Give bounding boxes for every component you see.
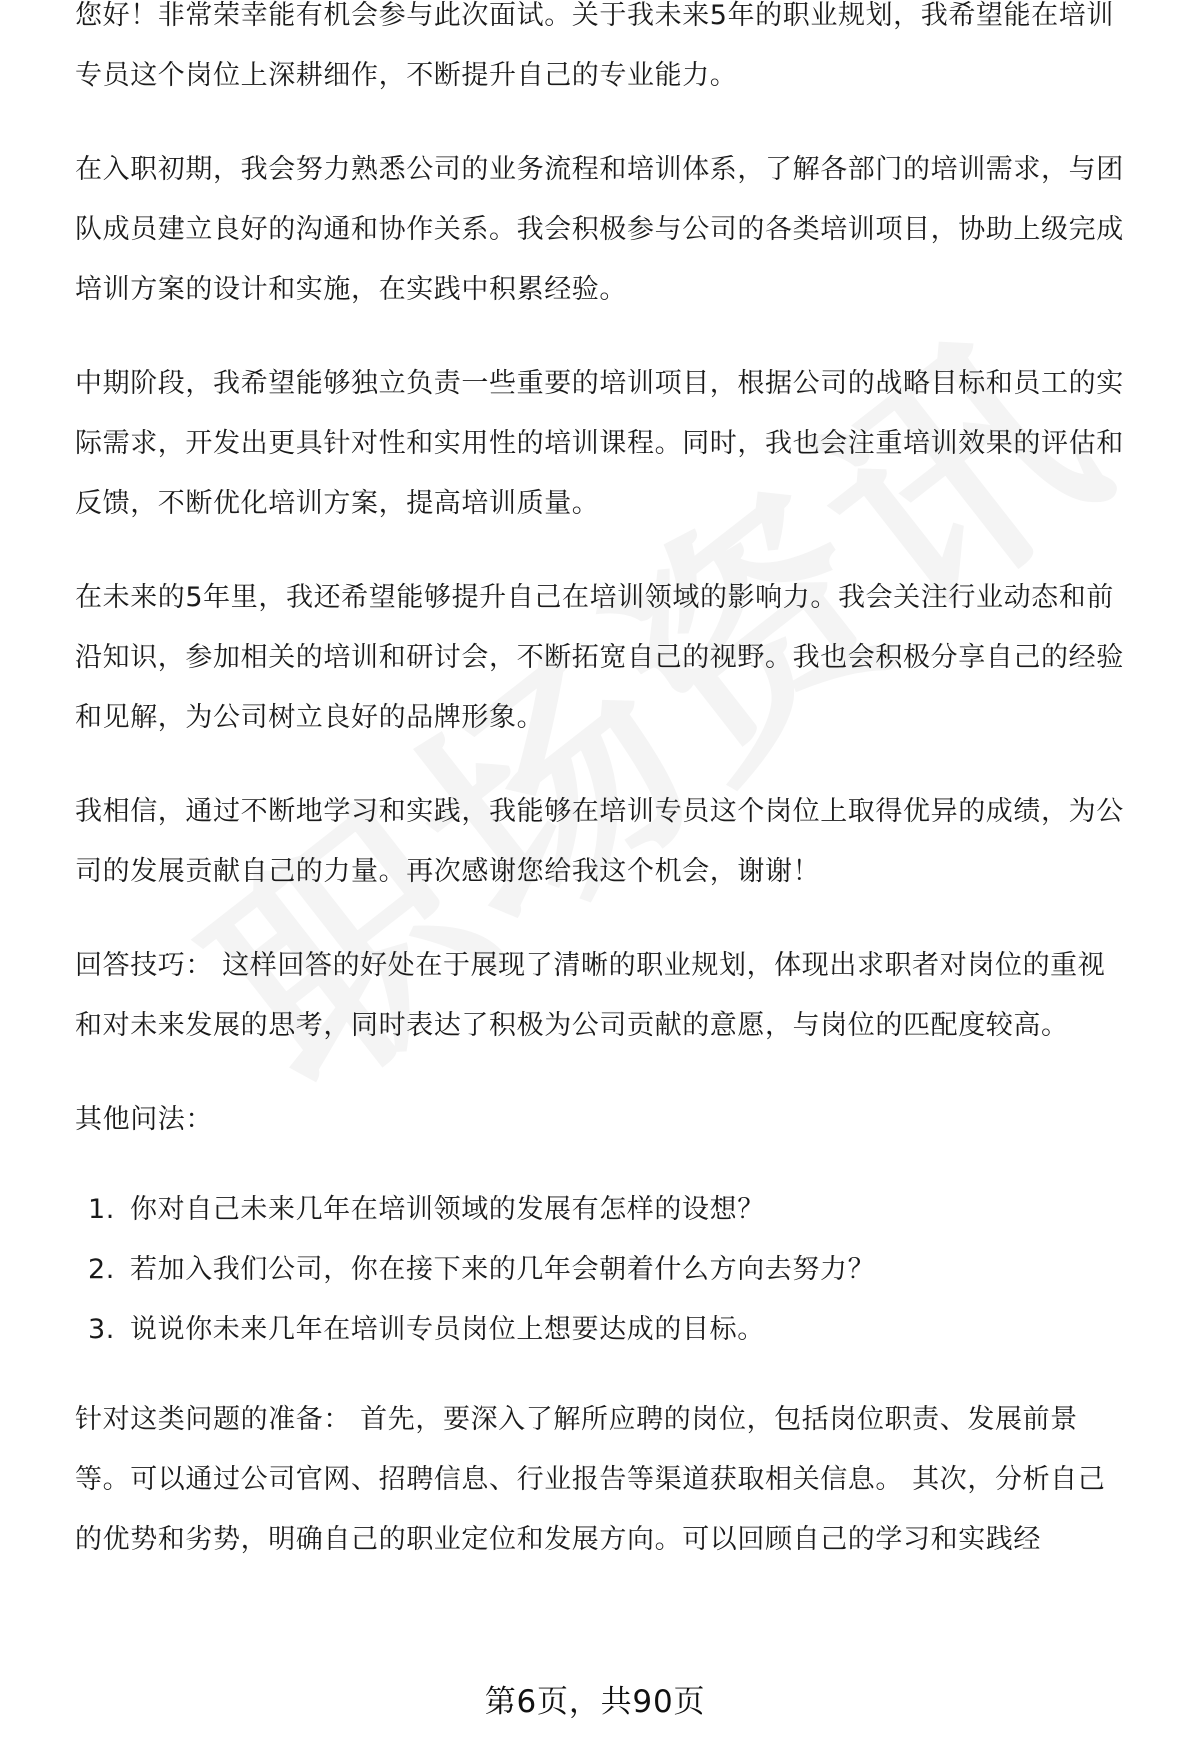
paragraph-other-questions-heading: 其他问法： [75, 1104, 213, 1135]
list-item-number: 2. [88, 1254, 115, 1285]
paragraph-early-stage: 在入职初期，我会努力熟悉公司的业务流程和培训体系，了解各部门的培训需求，与团队成员建立良好的沟通和协作关系。我会积极参与公司的各类培训项目，协助上级完成培训方案的设计和实施，在实践中积累经验。 [75, 154, 1124, 305]
paragraph-preparation: 针对这类问题的准备： 首先，要深入了解所应聘的岗位，包括岗位职责、发展前景等。可以通过公司官网、招聘信息、行业报告等渠道获取相关信息。 其次，分析自己的优势和劣势，明确自己的职业定位和发展方向。可以回顾自己的学习和实践经 [75, 1404, 1106, 1555]
list-item-text: 说说你未来几年在培训专员岗位上想要达成的目标。 [130, 1314, 765, 1345]
paragraph-closing: 我相信，通过不断地学习和实践，我能够在培训专员这个岗位上取得优异的成绩，为公司的发展贡献自己的力量。再次感谢您给我这个机会，谢谢！ [75, 796, 1124, 887]
list-item-number: 1. [88, 1194, 115, 1225]
page-number: 第6页，共90页 [484, 1684, 706, 1720]
other-questions-list [75, 1180, 1125, 1360]
paragraph-intro: 您好！非常荣幸能有机会参与此次面试。关于我未来5年的职业规划，我希望能在培训专员这个岗位上深耕细作，不断提升自己的专业能力。 [75, 0, 1114, 91]
list-item-text: 你对自己未来几年在培训领域的发展有怎样的设想？ [130, 1194, 765, 1225]
list-item [75, 1240, 1125, 1300]
list-item-text: 若加入我们公司，你在接下来的几年会朝着什么方向去努力？ [130, 1254, 876, 1285]
paragraph-answer-tips: 回答技巧： 这样回答的好处在于展现了清晰的职业规划，体现出求职者对岗位的重视和对未来发展的思考，同时表达了积极为公司贡献的意愿，与岗位的匹配度较高。 [75, 950, 1106, 1041]
list-item-number: 3. [88, 1314, 115, 1345]
paragraph-mid-stage: 中期阶段，我希望能够独立负责一些重要的培训项目，根据公司的战略目标和员工的实际需求，开发出更具针对性和实用性的培训课程。同时，我也会注重培训效果的评估和反馈，不断优化培训方案，提高培训质量。 [75, 368, 1124, 519]
document-body [75, 0, 1125, 1604]
list-item [75, 1300, 1125, 1360]
paragraph-influence: 在未来的5年里，我还希望能够提升自己在培训领域的影响力。我会关注行业动态和前沿知识，参加相关的培训和研讨会，不断拓宽自己的视野。我也会积极分享自己的经验和见解，为公司树立良好的品牌形象。 [75, 582, 1124, 733]
list-item [75, 1180, 1125, 1240]
